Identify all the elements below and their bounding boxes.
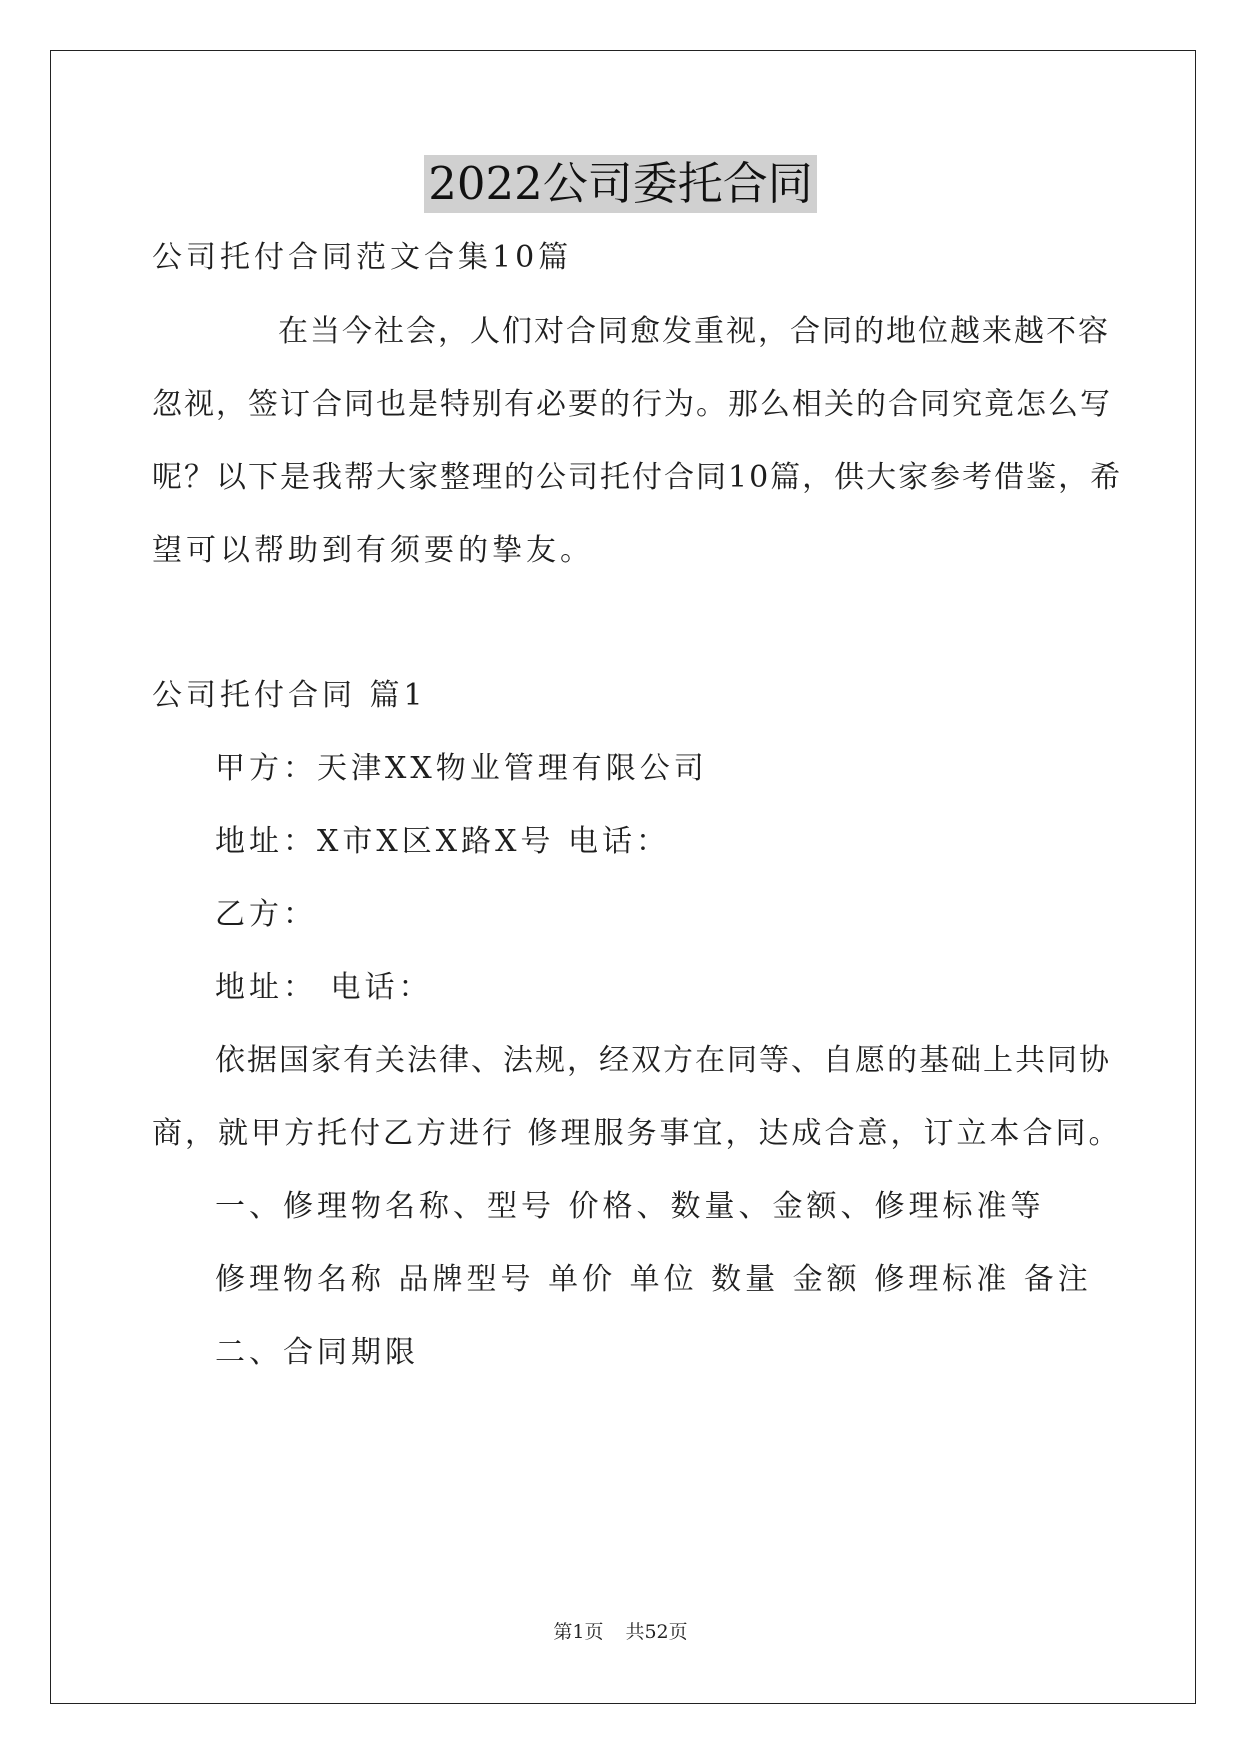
party-a: 甲方：天津XX物业管理有限公司 (215, 751, 708, 786)
party-a-address: 地址：X市X区X路X号 电话： (215, 824, 670, 859)
page-border (50, 50, 1196, 1704)
clause-2: 二、合同期限 (215, 1335, 419, 1370)
clause-1: 一、修理物名称、型号 价格、数量、金额、修理标准等 (215, 1189, 1045, 1224)
section-heading: 公司托付合同 篇1 (152, 678, 427, 713)
intro-line-2: 忽视，签订合同也是特别有必要的行为。那么相关的合同究竟怎么写 (152, 387, 1112, 422)
page-total: 共52页 (625, 1621, 688, 1643)
intro-line-1: 在当今社会，人们对合同愈发重视，合同的地位越来越不容 (278, 314, 1110, 349)
page-footer (0, 1620, 1241, 1644)
party-b-address: 地址： 电话： (215, 970, 433, 1005)
body-line-2: 商，就甲方托付乙方进行 修理服务事宜，达成合意，订立本合同。 (152, 1116, 1122, 1151)
title-container (0, 155, 1241, 213)
document-subtitle: 公司托付合同范文合集10篇 (152, 240, 573, 275)
intro-line-3: 呢？以下是我帮大家整理的公司托付合同10篇，供大家参考借鉴，希 (152, 460, 1123, 495)
page-current: 第1页 (553, 1621, 604, 1643)
body-line-1: 依据国家有关法律、法规，经双方在同等、自愿的基础上共同协 (215, 1043, 1111, 1078)
intro-line-4: 望可以帮助到有须要的挚友。 (152, 533, 594, 568)
table-header: 修理物名称 品牌型号 单价 单位 数量 金额 修理标准 备注 (215, 1262, 1092, 1297)
document-title: 2022公司委托合同 (424, 155, 817, 213)
party-b: 乙方： (215, 897, 317, 932)
